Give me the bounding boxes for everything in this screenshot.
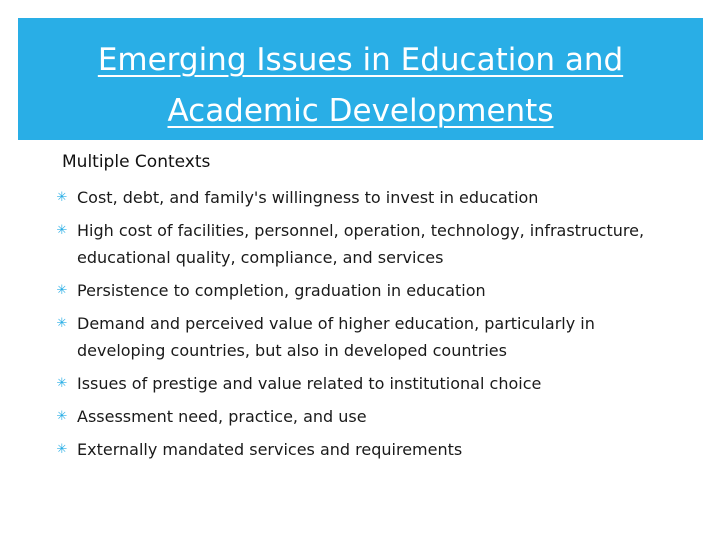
bullet-list <box>55 184 675 469</box>
asterisk-bullet-icon: ✳ <box>56 190 68 205</box>
section-subheading: Multiple Contexts <box>62 152 211 172</box>
bullet-item <box>55 403 675 430</box>
bullet-text: Cost, debt, and family's willingness to invest in education <box>77 188 539 207</box>
slide-title-line-2: Academic Developments <box>167 93 554 129</box>
title-banner <box>18 18 703 140</box>
bullet-text: Persistence to completion, graduation in education <box>77 281 486 300</box>
slide-title-line-1: Emerging Issues in Education and <box>97 42 624 78</box>
bullet-item <box>55 277 675 304</box>
asterisk-bullet-icon: ✳ <box>56 376 68 391</box>
bullet-text: Externally mandated services and requirements <box>77 440 463 459</box>
bullet-text: Demand and perceived value of higher education, particularly in developing countries, but also in developed countries <box>77 314 595 360</box>
asterisk-bullet-icon: ✳ <box>56 442 68 457</box>
bullet-item <box>55 310 675 364</box>
bullet-text: Issues of prestige and value related to institutional choice <box>77 374 542 393</box>
asterisk-bullet-icon: ✳ <box>56 316 68 331</box>
asterisk-bullet-icon: ✳ <box>56 283 68 298</box>
asterisk-bullet-icon: ✳ <box>56 223 68 238</box>
bullet-item <box>55 184 675 211</box>
bullet-text: Assessment need, practice, and use <box>77 407 367 426</box>
bullet-item <box>55 436 675 463</box>
bullet-text: High cost of facilities, personnel, operation, technology, infrastructure, educational quality, compliance, and services <box>77 221 645 267</box>
bullet-item <box>55 217 675 271</box>
asterisk-bullet-icon: ✳ <box>56 409 68 424</box>
bullet-item <box>55 370 675 397</box>
